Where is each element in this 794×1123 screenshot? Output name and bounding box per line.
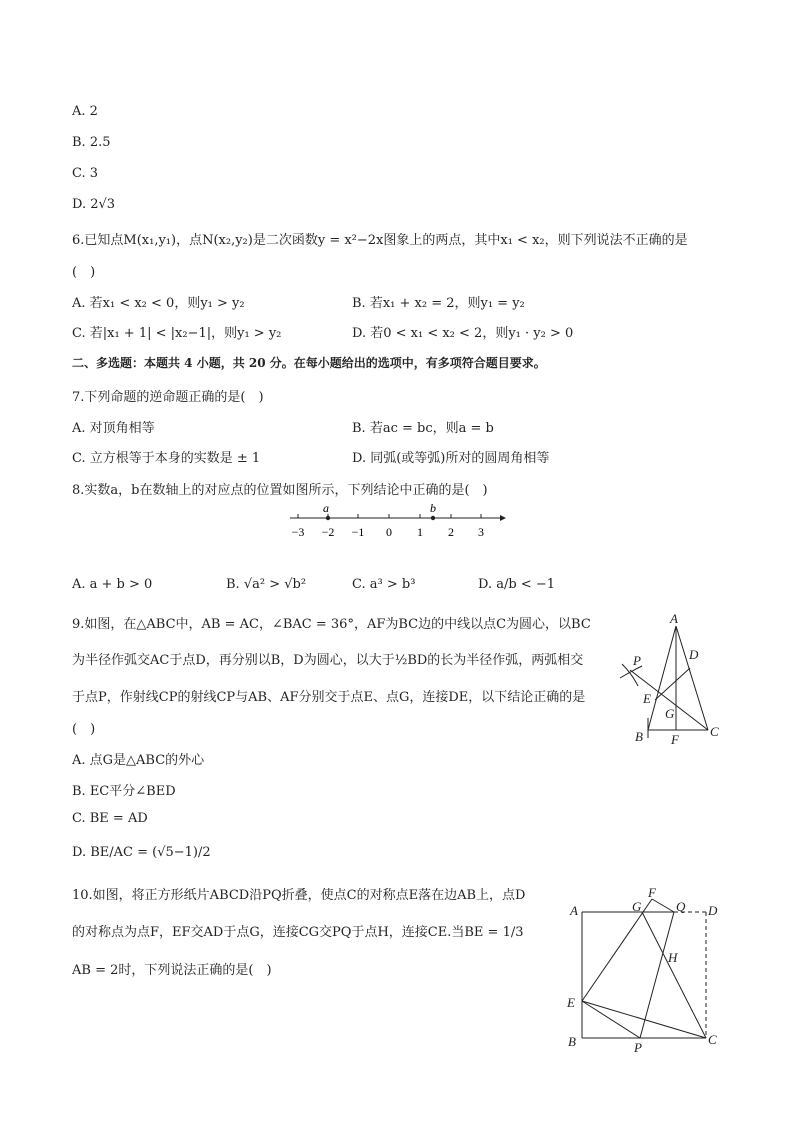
point-a-label: a xyxy=(323,501,329,515)
q9-option-d: D. BE/AC = (√5−1)/2 xyxy=(72,845,211,860)
q9-stem-line-3: 于点P，作射线CP的射线CP与AB、AF分别交于点E、点G，连接DE，以下结论正确的是 xyxy=(72,690,586,705)
q7-option-d: D. 同弧(或等弧)所对的圆周角相等 xyxy=(352,451,550,466)
q6-option-c: C. 若|x₁ + 1| < |x₂−1|，则y₁ > y₂ xyxy=(72,326,282,341)
q9-stem-line-2: 为半径作弧交AC于点D，再分别以B，D为圆心，以大于½BD的长为半径作弧，两弧相交 xyxy=(72,653,584,668)
label-d: D xyxy=(689,647,699,662)
tick-label: 2 xyxy=(448,525,454,539)
q8-option-a: A. a + b > 0 xyxy=(72,577,153,592)
q9-stem-line-4: ( ) xyxy=(72,722,96,737)
q5-option-d: D. 2√3 xyxy=(72,197,116,212)
label-b: B xyxy=(568,1034,576,1049)
square-fold-figure xyxy=(562,880,732,1058)
label-f: F xyxy=(671,732,679,747)
q8-option-c: C. a³ > b³ xyxy=(352,577,416,592)
tick-label: 1 xyxy=(417,525,423,539)
q5-option-c: C. 3 xyxy=(72,166,99,181)
segment-pq xyxy=(640,912,674,1038)
segment-ep xyxy=(582,1001,640,1038)
label-g: G xyxy=(665,706,675,721)
tick-label: 0 xyxy=(386,525,392,539)
segment-cg xyxy=(642,912,706,1038)
number-line-figure xyxy=(280,500,510,546)
tick-label: 3 xyxy=(478,525,484,539)
label-h: H xyxy=(668,950,678,965)
point-a xyxy=(326,516,330,520)
q6-option-a: A. 若x₁ < x₂ < 0，则y₁ > y₂ xyxy=(72,296,245,311)
q7-option-a: A. 对顶角相等 xyxy=(72,421,155,436)
q9-option-c: C. BE = AD xyxy=(72,811,148,826)
label-b: B xyxy=(635,729,643,744)
label-e: E xyxy=(643,691,651,706)
label-q: Q xyxy=(676,899,686,914)
ray-cp xyxy=(630,670,708,730)
segment-ef xyxy=(582,899,652,1001)
triangle-figure xyxy=(612,608,730,750)
q7-option-b: B. 若ac = bc，则a = b xyxy=(352,421,494,436)
tick-label: −3 xyxy=(291,525,305,539)
label-f: F xyxy=(648,885,656,900)
q8-option-b: B. √a² > √b² xyxy=(226,577,307,592)
label-c: C xyxy=(708,1032,717,1047)
label-c: C xyxy=(710,724,719,739)
q10-stem-line-2: 的对称点为点F，EF交AD于点G，连接CG交PQ于点H，连接CE.当BE = 1/3 xyxy=(72,925,524,940)
q6-option-d: D. 若0 < x₁ < x₂ < 2，则y₁ · y₂ > 0 xyxy=(352,326,574,341)
label-d: D xyxy=(708,903,718,918)
label-p: P xyxy=(634,1040,642,1055)
point-b-label: b xyxy=(430,501,436,515)
arrow-right-icon xyxy=(500,515,506,521)
q7-stem: 7.下列命题的逆命题正确的是( ) xyxy=(72,390,264,405)
tick-label: −2 xyxy=(321,525,335,539)
point-b xyxy=(431,516,435,520)
q8-stem: 8.实数a，b在数轴上的对应点的位置如图所示，下列结论中正确的是( ) xyxy=(72,483,488,498)
q6-paren: ( ) xyxy=(72,265,96,280)
q6-stem: 6.已知点M(x₁,y₁)，点N(x₂,y₂)是二次函数y = x²−2x图象上的两点，其中x₁ < x₂，则下列说法不正确的是 xyxy=(72,233,688,248)
q10-stem-line-1: 10.如图，将正方形纸片ABCD沿PQ折叠，使点C的对称点E落在边AB上，点D xyxy=(72,888,526,903)
segment-ec xyxy=(582,1001,706,1038)
tick-label: −1 xyxy=(351,525,365,539)
q9-option-a: A. 点G是△ABC的外心 xyxy=(72,753,205,768)
q7-option-c: C. 立方根等于本身的实数是 ± 1 xyxy=(72,451,261,466)
q5-option-b: B. 2.5 xyxy=(72,135,111,150)
q9-stem-line-1: 9.如图，在△ABC中，AB = AC，∠BAC = 36°，AF为BC边的中线以点C为圆心，以BC xyxy=(72,617,591,632)
label-p: P xyxy=(633,653,641,668)
q5-option-a: A. 2 xyxy=(72,104,98,119)
label-e: E xyxy=(567,995,575,1010)
q9-option-b: B. EC平分∠BED xyxy=(72,784,176,799)
q8-option-d: D. a/b < −1 xyxy=(478,577,555,592)
label-g: G xyxy=(632,899,642,914)
q6-option-b: B. 若x₁ + x₂ = 2，则y₁ = y₂ xyxy=(352,296,525,311)
section-title: 二、多选题：本题共 4 小题，共 20 分。在每小题给出的选项中，有多项符合题目要求。 xyxy=(72,356,546,370)
segment-fq xyxy=(652,899,674,912)
q10-stem-line-3: AB = 2时，下列说法正确的是( ) xyxy=(72,963,272,978)
label-a: A xyxy=(670,611,678,626)
segment-ac xyxy=(676,626,708,730)
label-a: A xyxy=(570,903,578,918)
